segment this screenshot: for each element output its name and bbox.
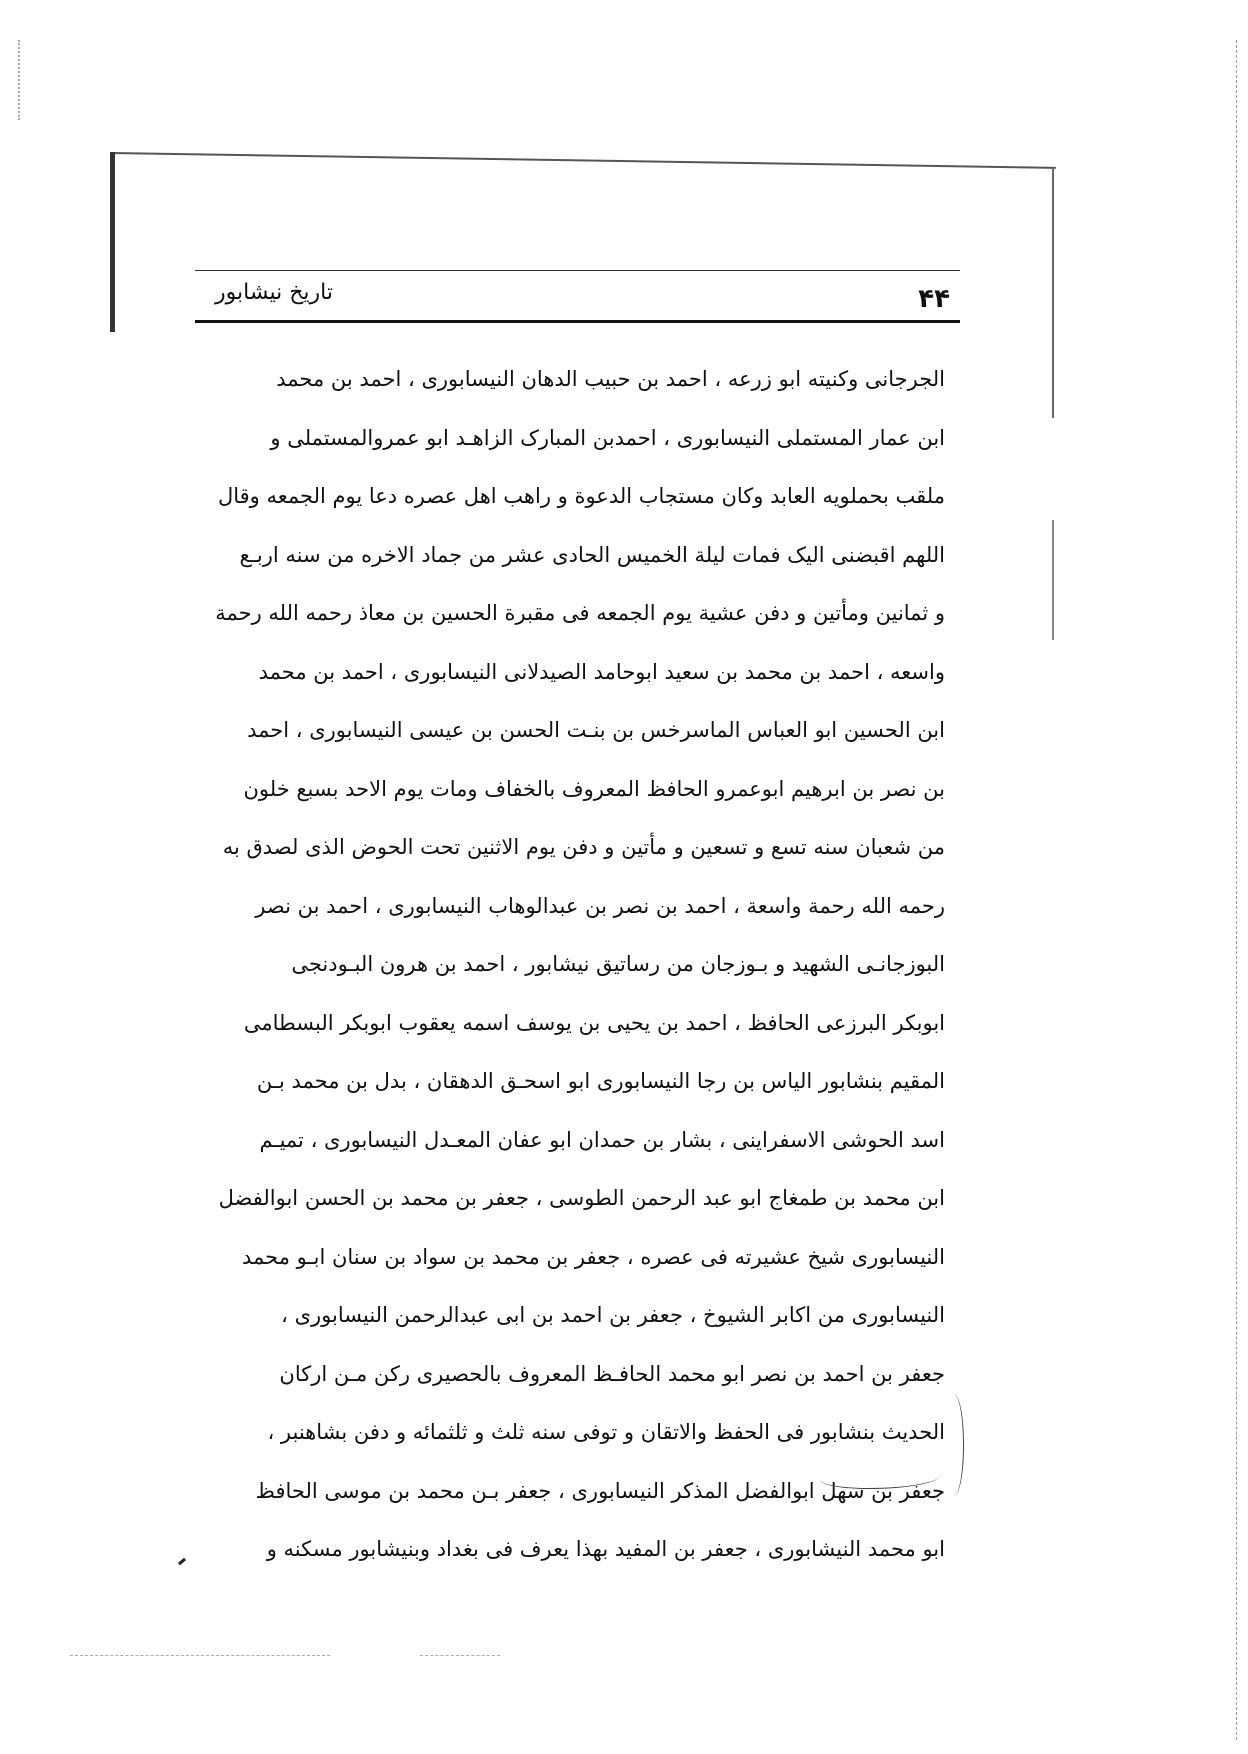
text-line: النیسابوری شیخ عشیرته فی عصره ، جعفر بن محمد بن سواد بن سنان ابـو محمد (241, 1244, 945, 1269)
text-line: جعفر بن سهل ابوالفضل المذکر النیسابوری ، جعفر بـن محمد بن موسی الحافظ (255, 1478, 945, 1503)
text-line: ابو محمد النیشابوری ، جعفر بن المفید بهذا یعرف فی بغداد وبنیشابور مسکنه و (266, 1537, 945, 1561)
text-line: جعفر بن احمد بن نصر ابو محمد الحافـظ المعروف بالحصیری رکن مـن ارکان (279, 1361, 945, 1386)
text-line: من شعبان سنه تسع و تسعین و مأتین و دفن یوم الاثنین تحت الحوض الذی لصدق به (222, 835, 945, 859)
running-title: تاریخ نیشابور (215, 280, 333, 305)
page-frame-left-edge (110, 152, 115, 332)
text-line: ابن الحسین ابو العباس الماسرخس بن بنـت الحسن بن عیسی النیسابوری ، احمد (247, 718, 945, 742)
page-frame-right-edge-lower (1052, 520, 1054, 640)
page-frame-top (110, 152, 1056, 169)
text-line: الحدیث بنشابور فی الحفظ والاتقان و توفی سنه ثلث و ثلثمائه و دفن بشاهنبر ، (267, 1420, 945, 1444)
text-line: ابن محمد بن طمغاج ابو عبد الرحمن الطوسی ، جعفر بن محمد بن الحسن ابوالفضل (218, 1186, 945, 1210)
text-line: المقیم بنشابور الیاس بن رجا النیسابوری ابو اسحـق الدهقان ، بدل بن محمد بـن (256, 1069, 945, 1093)
handwritten-bracket-mark (945, 1395, 964, 1495)
text-line: بن نصر بن ابرهیم ابوعمرو الحافظ المعروف بالخفاف ومات یوم الاحد بسبع خلون (243, 776, 945, 801)
running-header (195, 270, 960, 320)
text-line: ابن عمار المستملی النیسابوری ، احمدبن المبارک الزاهـد ابو عمروالمستملی و (270, 425, 945, 450)
body-text (175, 350, 945, 1579)
text-line: اللهم اقبضنی الیک فمات لیلة الخمیس الحادی عشر من جماد الاخره من سنه اربـع (239, 542, 945, 567)
header-rule-top (195, 270, 960, 271)
page-frame-right-edge (1052, 168, 1054, 418)
text-line: ابوبکر البرزعی الحافظ ، احمد بن یحیی بن یوسف اسمه یعقوب ابوبکر البسطامی (243, 1010, 945, 1035)
text-line: رحمه الله رحمة واسعة ، احمد بن نصر بن عبدالوهاب النیسابوری ، احمد بن نصر (255, 893, 945, 918)
scan-noise-line (70, 1655, 330, 1656)
text-line: النیسابوری من اکابر الشیوخ ، جعفر بن احمد بن ابی عبدالرحمن النیسابوری ، (281, 1303, 945, 1327)
scan-edge-left (18, 40, 20, 120)
header-rule-bottom (195, 320, 960, 323)
text-line: اسد الحوشی الاسفراینی ، بشار بن حمدان ابو عفان المعـدل النیسابوری ، تمیـم (259, 1127, 945, 1152)
text-line: ملقب بحملویه العابد وکان مستجاب الدعوة و راهب اهل عصره دعا یوم الجمعه وقال (217, 484, 945, 508)
text-line: و ثمانین ومأتین و دفن عشیة یوم الجمعه فی مقبرة الحسین بن معاذ رحمه الله رحمة (215, 601, 945, 625)
text-line: البوزجانـی الشهید و بـوزجان من رساتیق نیشابور ، احمد بن هرون البـودنجی (291, 952, 945, 976)
text-line: واسعه ، احمد بن محمد بن سعید ابوحامد الصیدلانی النیسابوری ، احمد بن محمد (258, 659, 945, 684)
page-number: ۴۴ (918, 284, 950, 314)
text-line: الجرجانی وکنیته ابو زرعه ، احمد بن حبیب الدهان النیسابوری ، احمد بن محمد (276, 367, 945, 391)
scan-noise-line (420, 1655, 500, 1656)
scan-edge-right (1236, 40, 1237, 1740)
